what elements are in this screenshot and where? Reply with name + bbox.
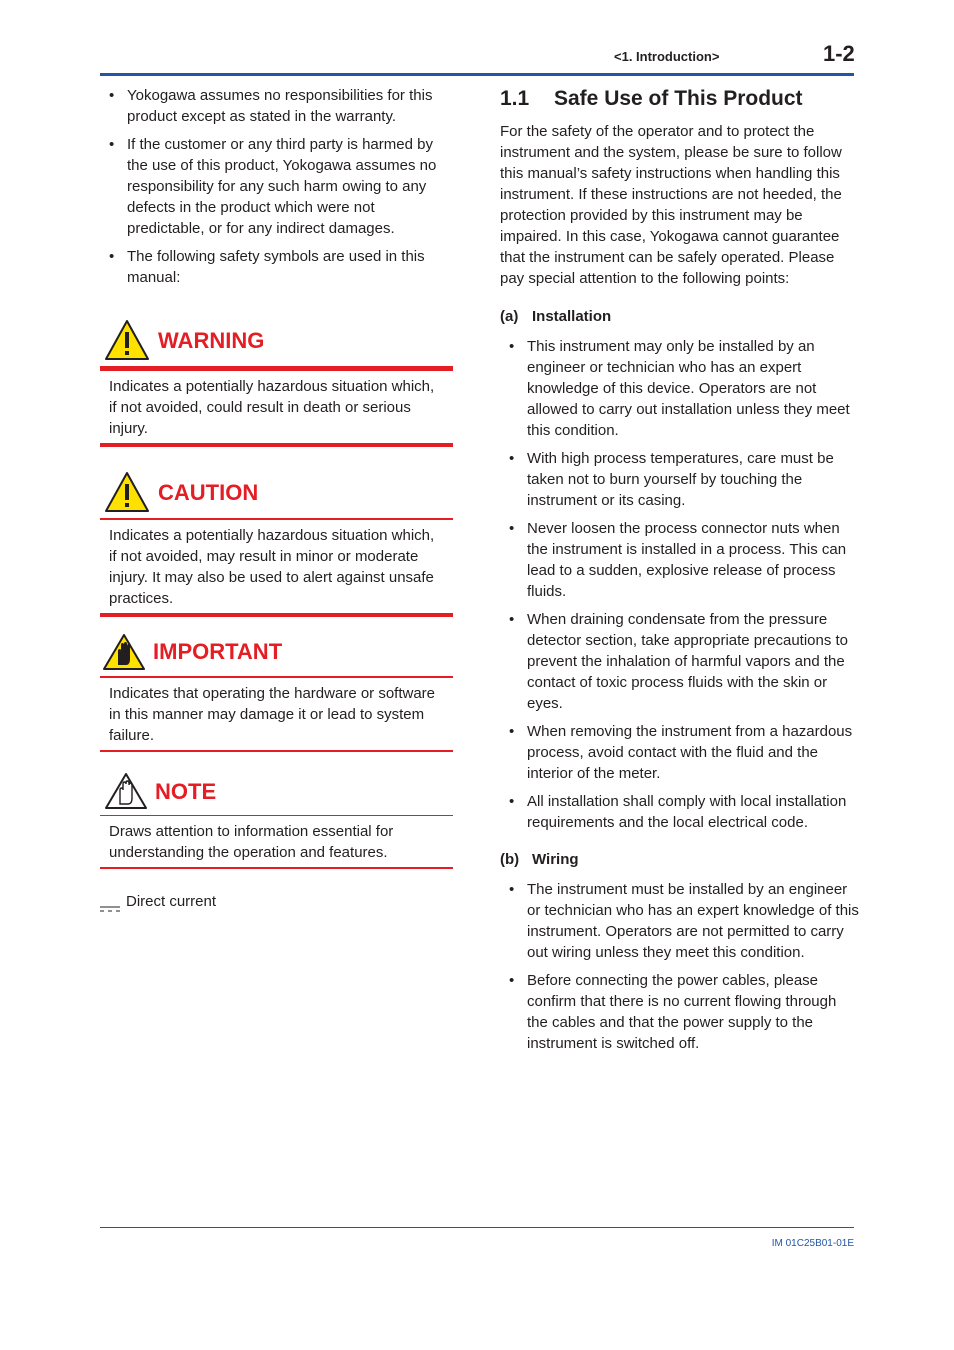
header-rule bbox=[100, 73, 854, 76]
section-number: 1.1 bbox=[500, 87, 530, 110]
caution-triangle-icon bbox=[104, 471, 150, 518]
note-bottom-rule bbox=[100, 867, 453, 869]
intro-bullet-list bbox=[100, 85, 455, 288]
warning-triangle-icon bbox=[104, 319, 150, 366]
installation-title: Installation bbox=[532, 308, 612, 325]
note-box bbox=[100, 768, 453, 869]
list-item: • The following safety symbols are used in this manual: bbox=[100, 246, 455, 288]
section-title: Safe Use of This Product bbox=[554, 87, 803, 110]
wiring-title: Wiring bbox=[532, 851, 579, 868]
important-header bbox=[100, 628, 453, 676]
important-box bbox=[100, 628, 453, 752]
warning-header bbox=[100, 316, 453, 366]
direct-current-legend bbox=[100, 891, 216, 912]
important-text: Indicates that operating the hardware or software in this manner may damage it or lead to system failure. bbox=[109, 685, 436, 744]
list-item: • If the customer or any third party is harmed by the use of this product, Yokogawa assumes no responsibility for any such harm owing to any defects in the product which were not predictable, or for any indirect damages. bbox=[100, 134, 455, 239]
wiring-heading bbox=[500, 849, 860, 870]
installation-bullet-list bbox=[500, 336, 860, 833]
caution-title: CAUTION bbox=[158, 480, 259, 505]
list-item: • This instrument may only be installed by an engineer or technician who has an expert knowledge of this device. Operators are not allowed to carry out installation unless they meet this condition. bbox=[500, 336, 860, 441]
caution-box bbox=[100, 468, 453, 617]
caution-header bbox=[100, 468, 453, 518]
direct-current-icon bbox=[100, 898, 120, 906]
installation-label: (a) bbox=[500, 308, 519, 325]
list-item: • All installation shall comply with local installation requirements and the local electrical code. bbox=[500, 791, 860, 833]
right-column bbox=[500, 85, 860, 1061]
note-header bbox=[100, 768, 453, 815]
list-item: • When removing the instrument from a hazardous process, avoid contact with the fluid and the interior of the meter. bbox=[500, 721, 860, 784]
note-title: NOTE bbox=[155, 779, 217, 804]
wiring-label: (b) bbox=[500, 851, 520, 868]
warning-text: Indicates a potentially hazardous situation which, if not avoided, could result in death or serious injury. bbox=[109, 378, 435, 437]
hand-note-icon bbox=[104, 772, 148, 815]
list-item: • With high process temperatures, care must be taken not to burn yourself by touching the instrument or its casing. bbox=[500, 448, 860, 511]
list-item: • Yokogawa assumes no responsibilities for this product except as stated in the warranty. bbox=[100, 85, 455, 127]
left-column bbox=[100, 85, 455, 295]
warning-box bbox=[100, 316, 453, 447]
footer-rule bbox=[100, 1227, 854, 1228]
caution-text: Indicates a potentially hazardous situation which, if not avoided, may result in minor or moderate injury. It may also be used to alert against unsafe practices. bbox=[109, 527, 435, 607]
wiring-bullet-list bbox=[500, 879, 860, 1054]
list-item: • Never loosen the process connector nuts when the instrument is installed in a process. This can lead to a sudden, explosive release of process fluids. bbox=[500, 518, 860, 602]
installation-heading bbox=[500, 306, 860, 327]
document-code: IM 01C25B01-01E bbox=[771, 1238, 854, 1249]
warning-title: WARNING bbox=[158, 328, 265, 353]
important-title: IMPORTANT bbox=[153, 639, 283, 664]
note-text: Draws attention to information essential for understanding the operation and features. bbox=[109, 823, 394, 861]
page-number: 1-2 bbox=[823, 41, 855, 66]
warning-bottom-rule bbox=[100, 443, 453, 447]
direct-current-label: Direct current bbox=[126, 893, 217, 910]
caution-bottom-rule bbox=[100, 613, 453, 617]
hand-stop-icon bbox=[102, 633, 146, 676]
list-item: • When draining condensate from the pressure detector section, take appropriate precautions to prevent the inhalation of harmful vapors and the contact of toxic process fluids with the skin or eyes. bbox=[500, 609, 860, 714]
important-bottom-rule bbox=[100, 750, 453, 752]
section-intro: For the safety of the operator and to protect the instrument and the system, please be sure to follow this manual’s safety instructions when handling this instrument. If these instructions are not heeded, the protection provided by this instrument may be impaired. In this case, Yokogawa cannot guarantee that the instrument can be safely operated. Please pay special attention to the following points: bbox=[500, 123, 842, 287]
list-item: • Before connecting the power cables, please confirm that there is no current flowing through the cables and that the power supply to the instrument is switched off. bbox=[500, 970, 860, 1054]
section-heading bbox=[500, 85, 860, 113]
list-item: • The instrument must be installed by an engineer or technician who has an expert knowledge of this instrument. Operators are not permitted to carry out wiring unless they meet this condition. bbox=[500, 879, 860, 963]
running-header-section: <1. Introduction> bbox=[614, 49, 720, 64]
